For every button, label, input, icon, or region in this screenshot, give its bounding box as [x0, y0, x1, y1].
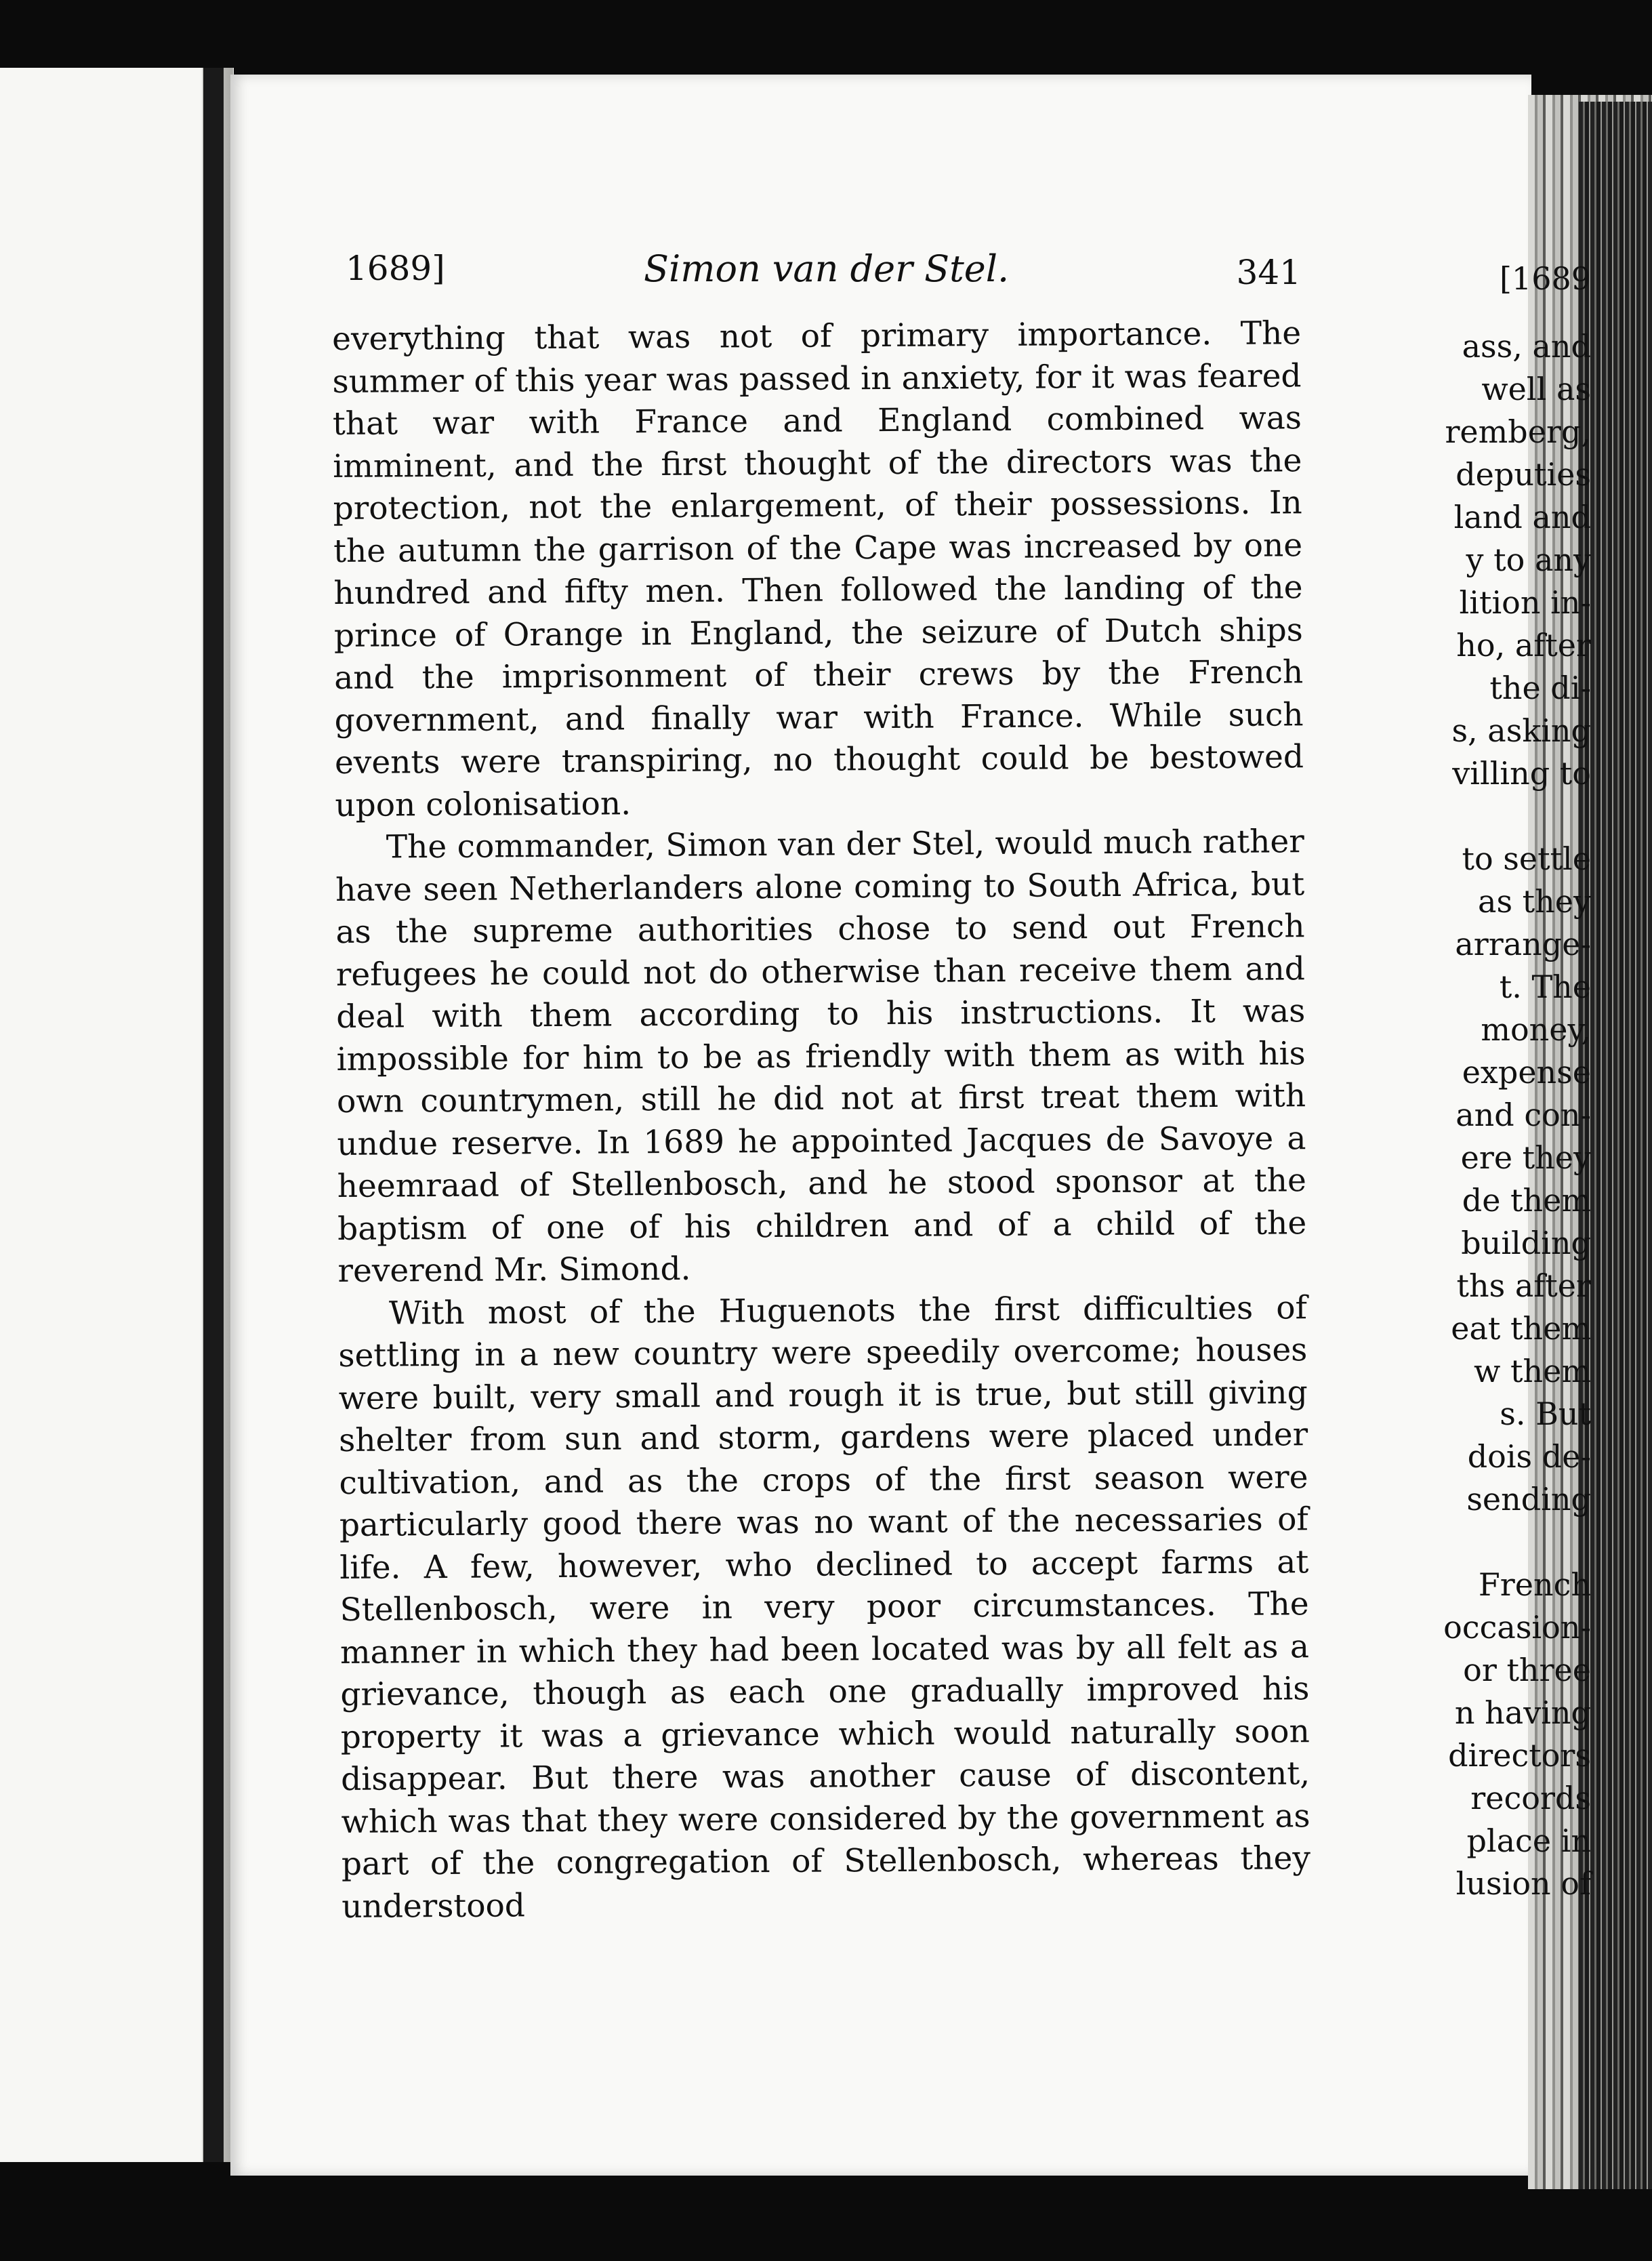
body-text — [332, 312, 1310, 1928]
left-line: s, asking — [1451, 712, 1591, 749]
left-line: to settle — [1462, 840, 1591, 877]
left-line: occasion- — [1443, 1609, 1591, 1646]
left-line: French — [1478, 1566, 1591, 1603]
header-title: Simon van der Stel. — [644, 247, 1010, 290]
left-running-head: [1689 — [1499, 260, 1591, 297]
left-page — [0, 68, 234, 2162]
left-line: n having — [1454, 1694, 1591, 1731]
paragraph-gap — [1415, 1521, 1591, 1564]
left-line: place in — [1466, 1822, 1591, 1859]
left-line: y to any — [1466, 542, 1591, 578]
left-line: remberg, — [1445, 413, 1591, 450]
left-line: sending — [1466, 1481, 1591, 1517]
left-line: and con- — [1455, 1097, 1591, 1133]
left-line: ho, after — [1456, 627, 1591, 664]
left-line: expense — [1462, 1054, 1591, 1091]
left-line: the di- — [1489, 670, 1591, 706]
header-year: 1689] — [346, 249, 445, 288]
left-line: ass, and — [1462, 328, 1591, 365]
left-line: de them — [1462, 1182, 1591, 1219]
running-header — [346, 241, 1301, 302]
left-line: directors — [1448, 1737, 1591, 1774]
book-gutter — [203, 68, 224, 2162]
left-line: records — [1470, 1780, 1591, 1816]
left-line: t. The — [1499, 969, 1591, 1005]
left-line: deputies — [1455, 456, 1591, 493]
left-line: as they — [1478, 883, 1591, 920]
paragraph-1: everything that was not of primary importance. The summer of this year was passed in anxiety, for it was feared that war with France and England combined was imminent, and the first thought of the directors was the protection, not the enlargement, of their possessions. In the autumn the garrison of the Cape was increased by one hundred and fifty men. Then followed the landing of the prince of Orange in England, the seizure of Dutch ships and the imprisonment of their crews by the French government, and finally war with France. While such events were transpiring, no thought could be bestowed upon colonisation. — [332, 314, 1304, 824]
left-line: lusion of — [1455, 1865, 1591, 1902]
left-page-text — [1415, 258, 1591, 1905]
left-line: arrange- — [1455, 926, 1591, 962]
left-line: lition in- — [1459, 584, 1591, 621]
paragraph-3: With most of the Huguenots the first difficulties of settling in a new country were speedily overcome; houses were built, very small and rough it is true, but still giving shelter from sun and storm, gardens were placed under cultivation, and as the crops of the first season were particularly good there was no want of the necessaries of life. A few, however, who declined to accept farms at Stellenbosch, were in very poor circumstances. The manner in which they had been located was by all felt as a grievance, though as each one gradually improved his property it was a grievance which would naturally soon disappear. But there was another cause of discontent, which was that they were considered by the government as part of the congregation of Stellenbosch, whereas they understood — [338, 1288, 1311, 1926]
page-number: 341 — [1236, 253, 1301, 292]
left-line: money, — [1481, 1011, 1591, 1048]
paragraph-gap — [1415, 795, 1591, 838]
left-line: dois de- — [1467, 1438, 1591, 1475]
left-line: villing to — [1452, 755, 1591, 792]
paragraph-2: The commander, Simon van der Stel, would much rather have seen Netherlanders alone coming to South Africa, but as the supreme authorities chose to send out French refugees he could not do otherwise than receive them and deal with them according to his instructions. It was impossible for him to be as friendly with them as with his own countrymen, still he did not at first treat them with undue reserve. In 1689 he appointed Jacques de Savoye a heemraad of Stellenbosch, and he stood sponsor at the baptism of one of his children and of a child of the reverend Mr. Simond. — [335, 823, 1307, 1290]
left-line: w them — [1474, 1353, 1591, 1389]
left-line: or three — [1463, 1652, 1591, 1688]
left-line: ths after — [1456, 1267, 1591, 1304]
left-line: eat them — [1451, 1310, 1591, 1347]
left-line: well as — [1481, 371, 1591, 407]
left-line: land and — [1453, 499, 1591, 535]
left-line: s. But — [1500, 1396, 1591, 1432]
left-line: ere they — [1460, 1139, 1591, 1176]
left-line: building — [1461, 1225, 1591, 1261]
